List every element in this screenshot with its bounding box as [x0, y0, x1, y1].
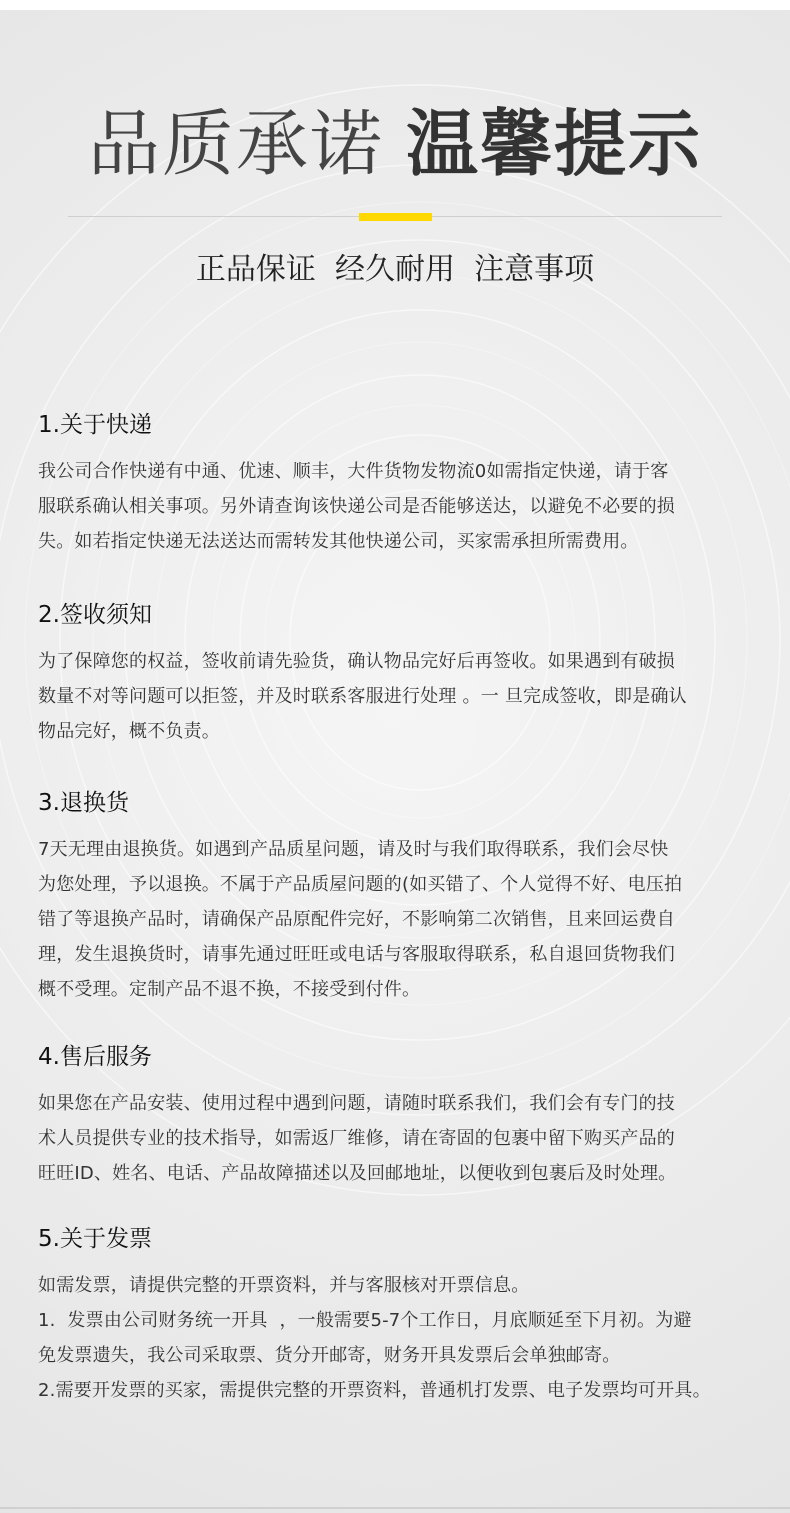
section-line: 数量不对等问题可以拒签，并及时联系客服进行处理 。一 旦完成签收，即是确认 [38, 686, 687, 707]
section-line: 错了等退换产品时，请确保产品原配件完好，不影响第二次销售，且来回运费自 [38, 909, 675, 930]
bottom-border [0, 1507, 790, 1509]
section-line: 概不受理。定制产品不退不换，不接受到付件。 [38, 979, 421, 1000]
section-line: 旺旺ID、姓名、电话、产品故障描述以及回邮地址，以便收到包裹后及时处理。 [38, 1163, 677, 1184]
section-title: 2.签收须知 [38, 602, 152, 628]
section-line: 物品完好，概不负责。 [38, 721, 220, 742]
page-title [0, 98, 790, 190]
section-title: 1.关于快递 [38, 412, 152, 438]
section-title: 5.关于发票 [38, 1226, 152, 1252]
section-line: 免发票遗失，我公司采取票、货分开邮寄，财务开具发票后会单独邮寄。 [38, 1345, 621, 1366]
title-bold: 温馨提示 [406, 102, 703, 186]
section-line: 为了保障您的权益，签收前请先验货，确认物品完好后再签收。如果遇到有破损 [38, 651, 675, 672]
top-border [0, 0, 790, 10]
section-invoice [38, 1224, 758, 1408]
section-title: 3.退换货 [38, 790, 129, 816]
section-title: 4.售后服务 [38, 1044, 152, 1070]
section-express [38, 410, 758, 559]
section-line: 我公司合作快递有中通、优速、顺丰，大件货物发物流0如需指定快递，请于客 [38, 461, 669, 482]
title-light: 品质承诺 [87, 102, 384, 186]
section-line: 7天无理由退换货。如遇到产品质星问题，请及时与我们取得联系，我们会尽快 [38, 839, 669, 860]
section-line: 失。如若指定快递无法送达而需转发其他快递公司，买家需承担所需费用。 [38, 531, 639, 552]
page-subtitle: 正品保证 经久耐用 注意事项 [195, 252, 595, 287]
section-line: 如果您在产品安装、使用过程中遇到问题，请随时联系我们，我们会有专门的技 [38, 1093, 675, 1114]
section-signing [38, 600, 758, 749]
section-line: 术人员提供专业的技术指导，如需返厂维修，请在寄固的包裹中留下购买产品的 [38, 1128, 675, 1149]
section-line: 2.需要开发票的买家，需提供完整的开票资料，普通机打发票、电子发票均可开具。 [38, 1380, 711, 1401]
section-line: 理，发生退换货时，请事先通过旺旺或电话与客服取得联系，私自退回货物我们 [38, 944, 675, 965]
section-line: 服联系确认相关事项。另外请查询该快递公司是否能够送达，以避免不必要的损 [38, 496, 675, 517]
section-after-sales [38, 1042, 758, 1191]
section-line: 如需发票，请提供完整的开票资料，并与客服核对开票信息。 [38, 1275, 530, 1296]
title-divider-accent [359, 213, 432, 221]
section-line: 1. 发票由公司财务统一开具 ，一般需要5-7个工作日，月底顺延至下月初。为避 [38, 1310, 692, 1331]
section-line: 为您处理，予以退换。不属于产品质屋问题的(如买错了、个人觉得不好、电压拍 [38, 874, 683, 895]
section-returns [38, 788, 758, 1007]
